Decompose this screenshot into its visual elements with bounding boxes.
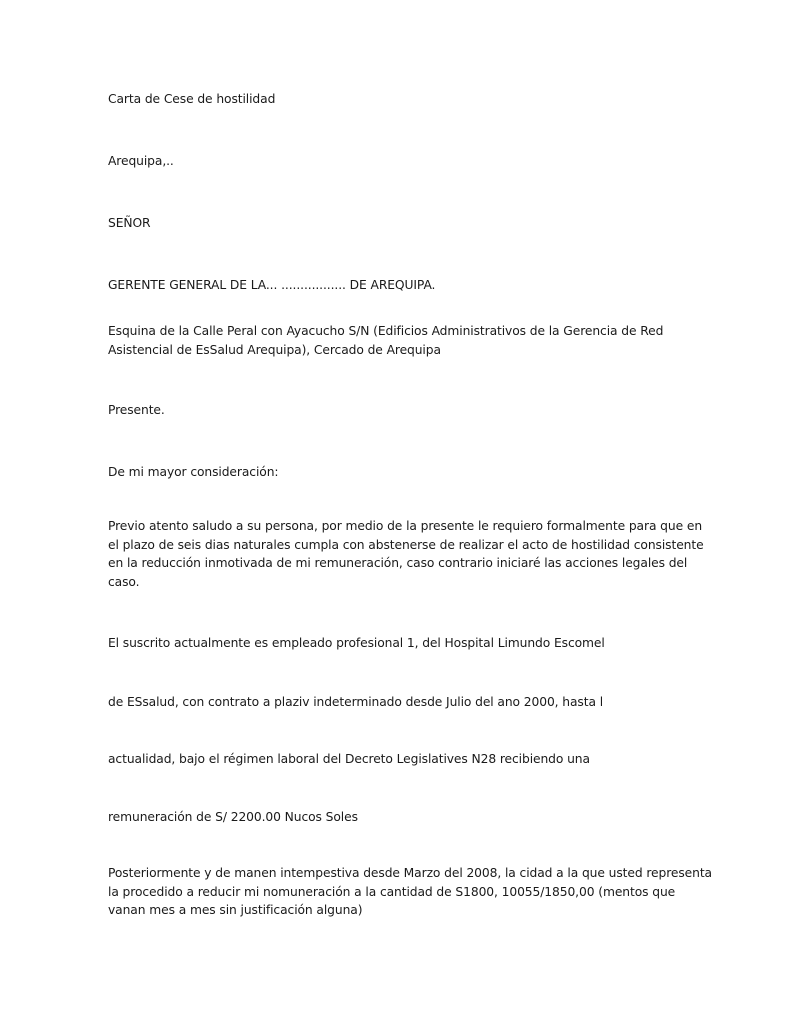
recipient-line: GERENTE GENERAL DE LA... ................. DE AREQUIPA. — [108, 278, 436, 292]
place-date: Arequipa,.. — [108, 154, 174, 168]
paragraph-line: vanan mes a mes sin justificación alguna) — [108, 903, 363, 917]
paragraph-line: el plazo de seis dias naturales cumpla con abstenerse de realizar el acto de hostilidad consistente — [108, 537, 704, 552]
body-paragraph-2-line-2: de ESsalud, con contrato a plaziv indeterminado desde Julio del ano 2000, hasta l — [108, 695, 604, 709]
address-line: Asistencial de EsSalud Arequipa), Cercado de Arequipa — [108, 342, 441, 357]
paragraph-line: Posteriormente y de manen intempestiva desde Marzo del 2008, la cidad a la que usted representa — [108, 866, 712, 880]
address-block — [108, 322, 698, 359]
greeting-line: De mi mayor consideración: — [108, 465, 279, 479]
body-paragraph-3 — [108, 864, 712, 920]
body-paragraph-2-line-3: actualidad, bajo el régimen laboral del Decreto Legislatives N28 recibiendo una — [108, 752, 590, 766]
body-paragraph-2-line-4: remuneración de S/ 2200.00 Nucos Soles — [108, 810, 358, 824]
paragraph-line: en la reducción inmotivada de mi remuneración, caso contrario iniciaré las acciones legales del — [108, 556, 688, 570]
body-paragraph-1 — [108, 517, 704, 591]
address-line: Esquina de la Calle Peral con Ayacucho S/N (Edificios Administrativos de la Gerencia de Red — [108, 324, 664, 338]
paragraph-line: la procedido a reducir mi nomuneración a la cantidad de S1800, 10055/1850,00 (mentos que — [108, 884, 676, 899]
paragraph-line: caso. — [108, 574, 140, 589]
document-title: Carta de Cese de hostilidad — [108, 92, 276, 106]
body-paragraph-2-line-1: El suscrito actualmente es empleado profesional 1, del Hospital Limundo Escomel — [108, 636, 605, 650]
presente-line: Presente. — [108, 403, 165, 417]
paragraph-line: Previo atento saludo a su persona, por medio de la presente le requiero formalmente para que en — [108, 519, 703, 533]
salutation-title: SEÑOR — [108, 216, 151, 230]
